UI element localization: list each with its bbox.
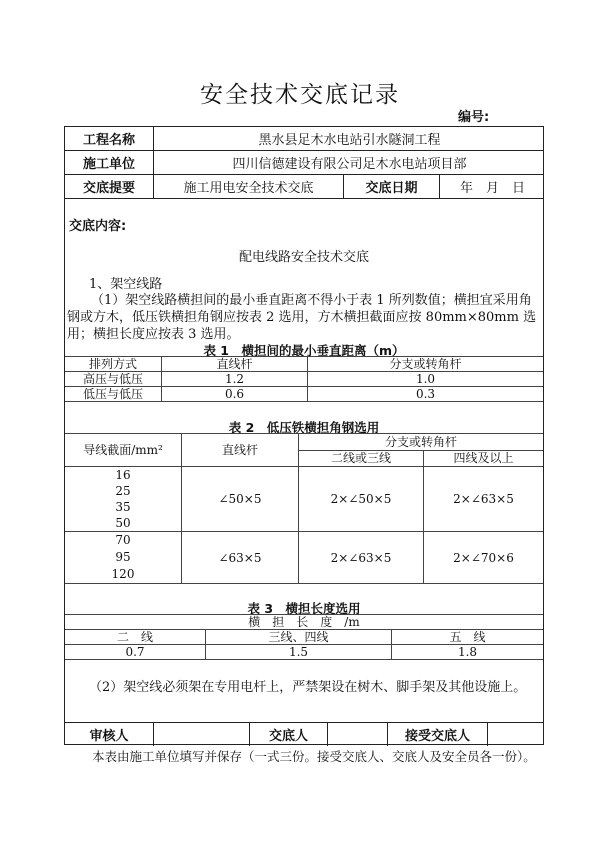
content-label: 交底内容: xyxy=(69,219,127,234)
table1-cell: 低压与低压 xyxy=(65,387,162,402)
table1-header-cell: 直线杆 xyxy=(162,357,308,372)
table2-header-cell: 直线杆 xyxy=(182,434,299,467)
row-project-name xyxy=(65,127,543,151)
table1-cell: 高压与低压 xyxy=(65,372,162,387)
table1-cell: 0.3 xyxy=(308,387,544,402)
table2-header-cell: 二线或三线 xyxy=(299,450,424,467)
unit-value: 四川信德建设有限公司足木水电站项目部 xyxy=(153,151,545,174)
table2-cell: ∠63×5 xyxy=(182,532,299,584)
item1-heading: 1、架空线路 xyxy=(89,277,163,292)
table2-header-cell: 分支或转角杆 xyxy=(299,434,544,451)
receiver-field[interactable] xyxy=(487,723,545,746)
table1 xyxy=(65,356,543,402)
table2-header-cell: 四线及以上 xyxy=(424,450,544,467)
date-value: 年 月 日 xyxy=(439,175,545,198)
row-summary xyxy=(65,175,543,199)
table1-cell: 1.0 xyxy=(308,372,544,387)
table2-cell: 2×∠50×5 xyxy=(299,467,424,532)
table-row xyxy=(65,645,543,660)
table2-header-row xyxy=(65,434,543,451)
table1-cell: 0.6 xyxy=(162,387,308,402)
receiver-label: 接受交底人 xyxy=(387,723,487,746)
table1-header-cell: 排列方式 xyxy=(65,357,162,372)
paragraph-1: （1）架空线路横担间的最小垂直距离不得小于表 1 所列数值；横担宜采用角钢或方木，低压铁横担角钢应按表 2 选用，方木横担截面应按 80mm×80mm 选用；横担长度应按表 3 选用。 xyxy=(67,293,537,342)
table3-title: 表 3 横担长度选用 xyxy=(247,601,361,616)
table3-span-header: 横 担 长 度 /m xyxy=(65,615,543,630)
size-value: 25 xyxy=(115,484,131,498)
size-value: 95 xyxy=(115,550,131,564)
table3-cell: 1.5 xyxy=(206,645,392,660)
date-label: 交底日期 xyxy=(343,175,439,198)
section-title: 配电线路安全技术交底 xyxy=(238,250,369,265)
table2-cell: 2×∠63×5 xyxy=(299,532,424,584)
signature-row xyxy=(65,722,543,746)
table-row xyxy=(65,467,543,532)
size-value: 120 xyxy=(111,567,135,581)
project-name-value: 黑水县足木水电站引水隧洞工程 xyxy=(153,127,545,150)
doc-number-label: 编号: xyxy=(458,110,490,125)
table3-header-cell: 三线、四线 xyxy=(206,630,392,645)
table1-header-row xyxy=(65,357,543,372)
table2-title: 表 2 低压铁横担角钢选用 xyxy=(228,420,380,435)
reviewer-field[interactable] xyxy=(153,723,249,746)
table3-header-cell: 二 线 xyxy=(65,630,206,645)
table3 xyxy=(65,614,543,660)
table3-cell: 0.7 xyxy=(65,645,206,660)
page-title: 安全技术交底记录 xyxy=(200,82,400,108)
size-value: 50 xyxy=(115,516,131,530)
size-value: 16 xyxy=(115,468,131,482)
table2 xyxy=(65,433,543,584)
footer-note: 本表由施工单位填写并保存（一式三份。接受交底人、交底人及安全员各一份）。 xyxy=(92,749,536,764)
table1-header-cell: 分支或转角杆 xyxy=(308,357,544,372)
table3-header-row xyxy=(65,630,543,645)
size-value: 35 xyxy=(115,500,131,514)
table2-size-cell xyxy=(65,532,182,584)
table3-cell: 1.8 xyxy=(392,645,544,660)
table-row xyxy=(65,532,543,584)
table2-cell: 2×∠63×5 xyxy=(424,467,544,532)
project-name-label: 工程名称 xyxy=(82,133,135,148)
table2-cell: 2×∠70×6 xyxy=(424,532,544,584)
table-row xyxy=(65,372,543,387)
summary-value: 施工用电安全技术交底 xyxy=(153,175,343,198)
table-row xyxy=(65,387,543,402)
discloser-field[interactable] xyxy=(327,723,387,746)
size-value: 70 xyxy=(115,533,131,547)
summary-label: 交底提要 xyxy=(82,181,135,196)
unit-label: 施工单位 xyxy=(82,157,135,172)
table1-title: 表 1 横担间的最小垂直距离（m） xyxy=(203,343,405,358)
table3-header-cell: 五 线 xyxy=(392,630,544,645)
table2-header-cell: 导线截面/mm² xyxy=(65,434,182,467)
discloser-label: 交底人 xyxy=(249,723,327,746)
reviewer-label: 审核人 xyxy=(89,729,129,744)
table3-span-row xyxy=(65,615,543,630)
table1-cell: 1.2 xyxy=(162,372,308,387)
table2-cell: ∠50×5 xyxy=(182,467,299,532)
table2-size-cell xyxy=(65,467,182,532)
record-form xyxy=(64,126,544,745)
paragraph-2: （2）架空线必须架在专用电杆上，严禁架设在树木、脚手架及其他设施上。 xyxy=(89,680,527,695)
row-construction-unit xyxy=(65,151,543,175)
